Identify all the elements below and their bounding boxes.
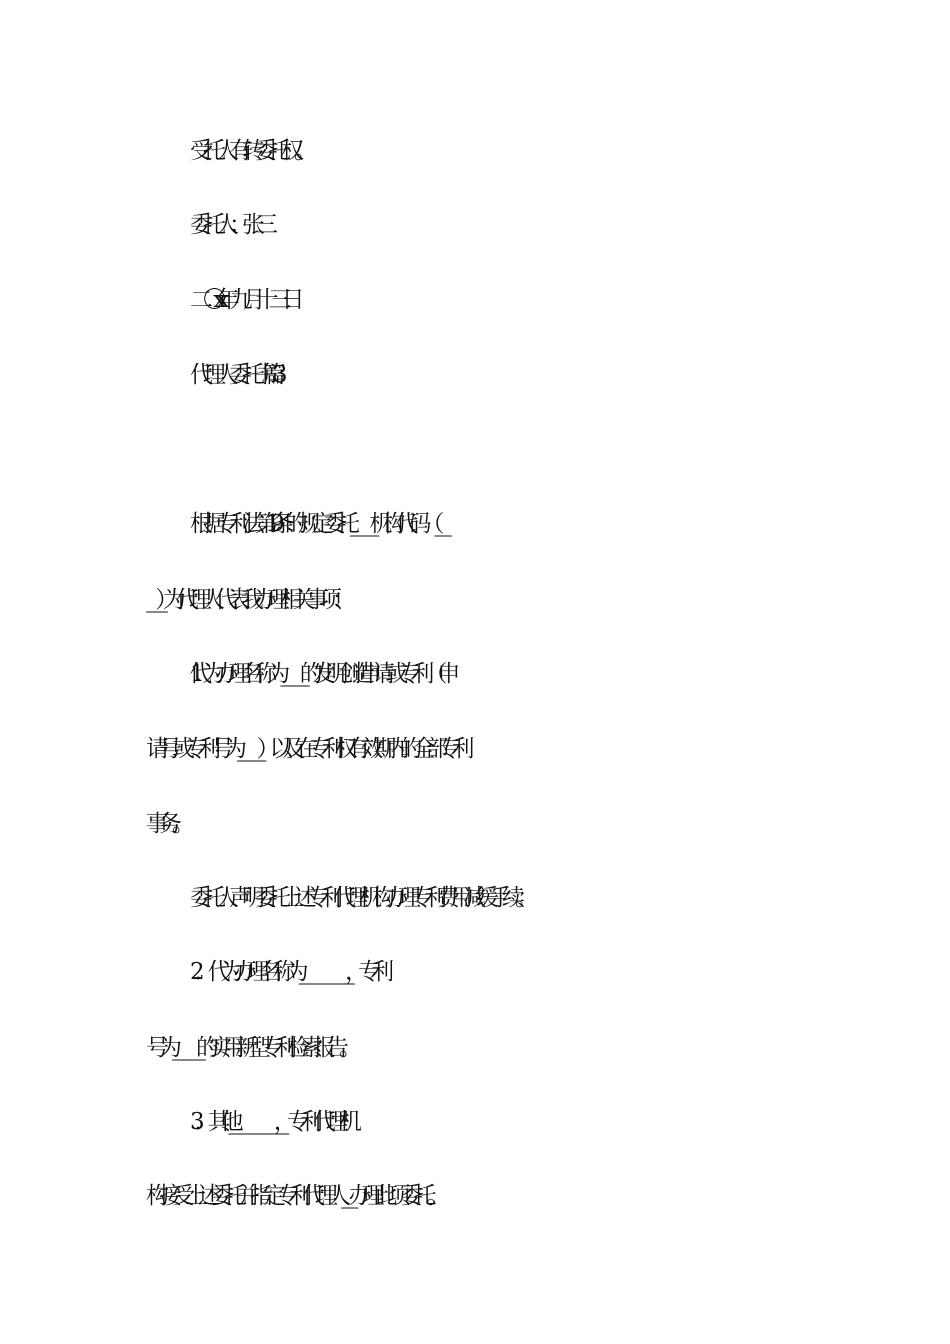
paragraph-date: 二〇 xx 年九月十三日 [190, 287, 295, 313]
item-2-line-2: 号为________________的实用新型专利检索报告。 [146, 1035, 352, 1061]
section-heading: 代理人委托书 篇 3 [190, 362, 278, 388]
paragraph-intro-line-1: 根据专利法第 19 条的规定委托_____________机构代码（_____ [190, 511, 442, 537]
paragraph-principal: 委托人：张三 [190, 212, 268, 238]
item-3-line-1: 3．其他 __________________________________ ，专利代理机 [190, 1109, 352, 1135]
item-1-line-1: 1. 代为办理名称为_____________的发明创造 申请或专利（申 [190, 661, 451, 687]
paragraph-intro-line-2: ________ ） 为代理人代表我办理相关事项： [146, 587, 345, 613]
item-2-line-1: 2．代为办理名称为_______________________________，专利 [190, 959, 385, 985]
paragraph-sub-delegation: 受托人有转委托权。 [190, 138, 307, 164]
item-1-line-2: 请号或专利号为_____________）以及在专利权有效期内的全部专利 [146, 736, 465, 762]
item-3-line-2: 构接受上述委托并指定专利代理人_____办理此项委托。 [146, 1183, 440, 1209]
paragraph-fee-reduction: 委托人声明委托上述专利代理机构办理专利费用减缓手续。 [190, 885, 528, 911]
item-1-line-3: 事务。 [146, 811, 185, 837]
